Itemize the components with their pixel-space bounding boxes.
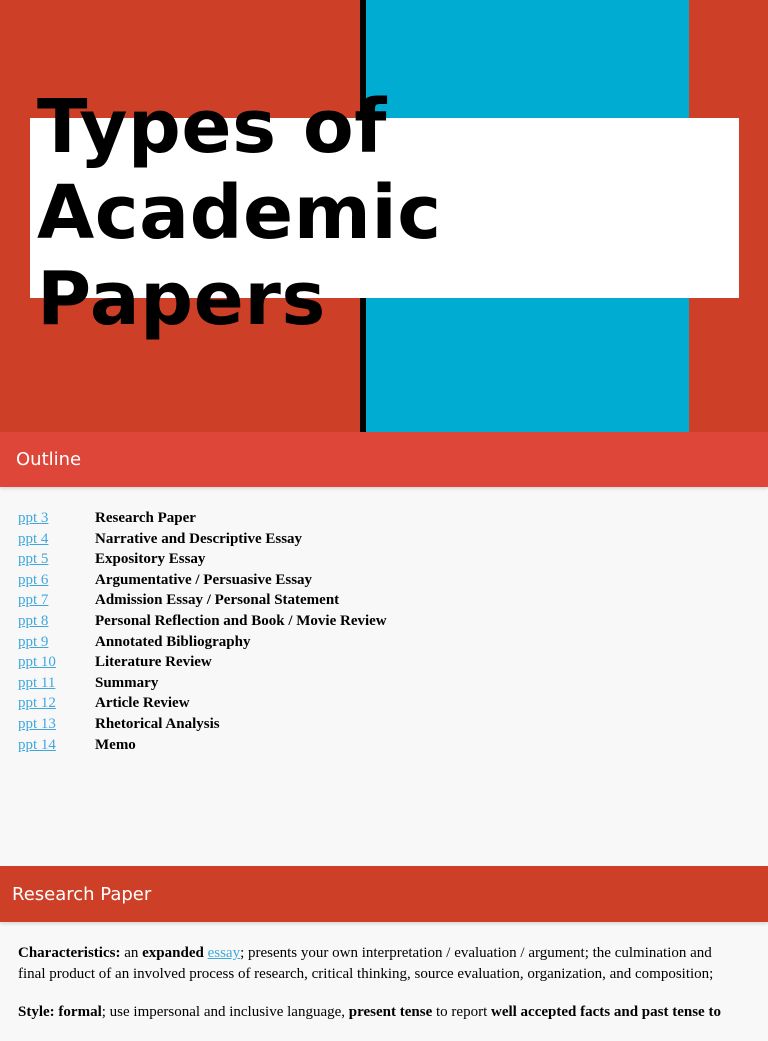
list-item bbox=[18, 714, 387, 735]
text-run: an bbox=[120, 945, 143, 961]
title-slide bbox=[0, 0, 768, 432]
outline-link[interactable]: ppt 8 bbox=[18, 612, 49, 629]
outline-label: Article Review bbox=[95, 695, 190, 712]
list-item bbox=[18, 611, 387, 632]
outline-link[interactable]: ppt 11 bbox=[18, 674, 56, 691]
outline-link[interactable]: ppt 6 bbox=[18, 571, 49, 588]
outline-list bbox=[18, 508, 387, 755]
research-paper-header-label: Research Paper bbox=[12, 884, 152, 905]
slide-title bbox=[37, 84, 442, 342]
text-run: ; presents your own interpretation / evaluation / argument; the culmination and final product of an involved process of research, critical thinking, source evaluation, organization, and composition; bbox=[18, 945, 714, 982]
list-item bbox=[18, 529, 387, 550]
style-paragraph bbox=[18, 1002, 730, 1023]
outline-link[interactable]: ppt 12 bbox=[18, 695, 56, 712]
list-item bbox=[18, 735, 387, 756]
bold-term: present tense bbox=[348, 1004, 433, 1020]
outline-label: Admission Essay / Personal Statement bbox=[95, 592, 340, 609]
title-line: Academic bbox=[37, 170, 442, 256]
outline-label: Expository Essay bbox=[95, 551, 206, 568]
outline-label: Research Paper bbox=[95, 510, 196, 526]
outline-label: Personal Reflection and Book / Movie Review bbox=[95, 612, 387, 629]
list-item bbox=[18, 590, 387, 611]
outline-label: Narrative and Descriptive Essay bbox=[95, 530, 303, 547]
outline-link[interactable]: ppt 10 bbox=[18, 654, 56, 671]
text-run: ; use impersonal and inclusive language, bbox=[101, 1004, 349, 1020]
outline-label: Argumentative / Persuasive Essay bbox=[95, 571, 313, 588]
research-paper-body bbox=[18, 943, 730, 1041]
outline-link[interactable]: ppt 7 bbox=[18, 592, 49, 609]
outline-label: Rhetorical Analysis bbox=[95, 715, 220, 732]
title-line: Types of bbox=[37, 84, 387, 170]
list-item bbox=[18, 508, 387, 529]
outline-header bbox=[0, 432, 768, 487]
list-item bbox=[18, 632, 387, 653]
list-item bbox=[18, 570, 387, 591]
outline-link[interactable]: ppt 4 bbox=[18, 530, 49, 547]
outline-label: Annotated Bibliography bbox=[95, 633, 251, 650]
outline-link[interactable]: ppt 13 bbox=[18, 715, 56, 732]
bold-term: formal bbox=[58, 1004, 102, 1020]
essay-link[interactable]: essay bbox=[207, 945, 241, 961]
outline-label: Literature Review bbox=[95, 654, 212, 671]
outline-header-label: Outline bbox=[16, 449, 82, 470]
research-paper-header bbox=[0, 866, 768, 922]
list-item bbox=[18, 549, 387, 570]
list-item bbox=[18, 693, 387, 714]
outline-label: Summary bbox=[95, 674, 159, 691]
bold-term: well accepted facts and past tense to bbox=[490, 1004, 721, 1020]
text-run: to report bbox=[432, 1004, 491, 1020]
list-item bbox=[18, 652, 387, 673]
outline-link[interactable]: ppt 5 bbox=[18, 551, 49, 568]
characteristics-paragraph bbox=[18, 943, 730, 984]
style-label: Style: bbox=[18, 1004, 55, 1020]
list-item bbox=[18, 673, 387, 694]
bold-term: expanded bbox=[142, 945, 204, 961]
title-line: Papers bbox=[37, 256, 326, 342]
outline-link[interactable]: ppt 14 bbox=[18, 736, 56, 753]
outline-link[interactable]: ppt 3 bbox=[18, 510, 49, 526]
outline-link[interactable]: ppt 9 bbox=[18, 633, 49, 650]
outline-label: Memo bbox=[95, 736, 136, 753]
characteristics-label: Characteristics: bbox=[18, 945, 121, 961]
